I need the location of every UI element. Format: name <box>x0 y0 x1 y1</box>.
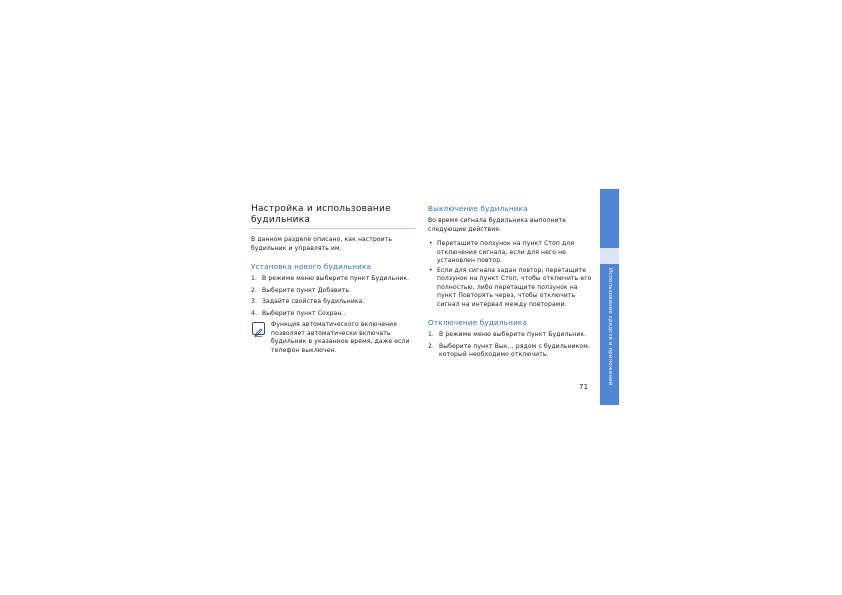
stop-bullet: • Перетащите ползунок на пункт Стоп для отключения сигнала, если для него не установлен повтор. <box>428 240 592 266</box>
step-text: Задайте свойства будильника. <box>262 298 365 305</box>
setup-step <box>251 287 415 296</box>
stop-heading: Выключение будильника <box>428 204 528 213</box>
note-pencil-icon <box>252 322 265 335</box>
step-number: 2. <box>428 342 435 350</box>
setup-heading: Установка нового будильника <box>251 262 372 271</box>
step-number: 1. <box>251 275 258 282</box>
step-text: Выберите пункт Вык... рядом с будильником, который необходимо отключить. <box>439 342 590 358</box>
chapter-tab-label: Использование средств и приложений <box>607 268 613 386</box>
step-text: В режиме меню выберите пункт Будильник. <box>262 275 410 282</box>
step-number: 3. <box>251 298 258 305</box>
stop-bullets <box>428 240 592 309</box>
disable-steps <box>428 331 592 360</box>
step-number: 2. <box>251 286 258 294</box>
setup-step <box>251 275 415 284</box>
note-text: Функция автоматического включения позволяет автоматически включать будильник в указанное время, даже если телефон выключен. <box>271 321 410 354</box>
step-number: 1. <box>428 331 435 338</box>
right-column <box>428 204 592 363</box>
stop-bullet: • Если для сигнала задан повтор, перетащите ползунок на пункт Стоп, чтобы отключить его полностью, либо перетащите ползунок на пункт Повторять через, чтобы отключить сигнал на интервал между повторами. <box>428 267 592 310</box>
chapter-tab-marker <box>600 248 619 264</box>
note-block <box>251 321 415 355</box>
page-number: 71 <box>579 383 589 391</box>
step-text: Выберите пункт Сохран.. <box>262 309 346 317</box>
step-text: В режиме меню выберите пункт Будильник. <box>439 331 587 338</box>
setup-steps <box>251 275 415 318</box>
step-number: 4. <box>251 309 258 317</box>
section-intro: В данном разделе описано, как настроить будильник и управлять им. <box>251 236 393 252</box>
left-column <box>251 204 415 355</box>
disable-step <box>428 331 592 340</box>
disable-step <box>428 343 592 360</box>
section-title: Настройка и использование будильника <box>251 204 415 229</box>
disable-heading: Отключение будильника <box>428 318 528 327</box>
stop-intro: Во время сигнала будильника выполните следующие действия. <box>428 217 567 233</box>
step-text: Выберите пункт Добавить. <box>262 286 352 294</box>
setup-step <box>251 298 415 307</box>
setup-step <box>251 310 415 319</box>
